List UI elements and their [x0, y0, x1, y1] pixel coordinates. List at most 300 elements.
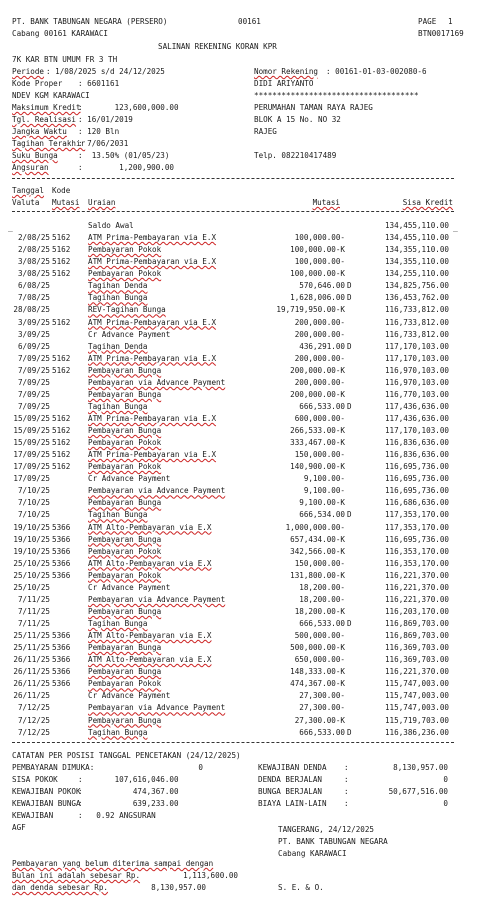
suku-bunga-value: : 13.50% (01/05/23)	[78, 151, 170, 160]
tx-balance: 117,170,103.00	[384, 426, 449, 435]
table-row	[0, 246, 491, 256]
table-row	[0, 644, 491, 654]
tx-desc: Pembayaran Pokok	[88, 269, 162, 279]
tx-balance: 117,436,636.00	[384, 414, 449, 423]
tx-desc: Pembayaran Bunga	[88, 426, 162, 435]
tx-balance: 116,836,636.00	[384, 438, 449, 448]
tx-balance: 116,869,703.00	[384, 631, 449, 640]
table-row	[0, 524, 491, 534]
tx-date: 6/09/25	[17, 341, 50, 351]
tx-balance: 117,353,170.00	[384, 522, 449, 532]
tx-code: 5366	[52, 534, 71, 544]
tx-balance: 116,695,736.00	[384, 462, 449, 472]
tx-amount: 666,533.00	[299, 727, 345, 737]
tx-desc: Pembayaran via Advance Payment	[88, 703, 226, 713]
col-mutasi: Mutasi	[312, 198, 340, 207]
tx-amount: 18,200.00-K	[294, 606, 345, 616]
ndev-line: NDEV KGM KARAWACI	[12, 91, 90, 100]
tx-amount: 27,300.00-K	[294, 715, 345, 725]
table-row	[0, 427, 491, 437]
tx-balance: 115,747,003.00	[384, 703, 449, 713]
tx-desc: ATM Prima-Pembayaran via E.X	[88, 257, 217, 267]
tx-dc: D	[347, 727, 352, 737]
tx-amount: 1,000,000.00-	[285, 522, 345, 532]
table-row	[0, 451, 491, 461]
tx-amount: 333,467.00-K	[290, 438, 345, 448]
tx-amount: 500,000.00-K	[290, 643, 345, 653]
table-row	[0, 704, 491, 714]
tx-desc: Pembayaran Bunga	[88, 365, 162, 375]
table-row	[0, 391, 491, 401]
table-row	[0, 234, 491, 244]
tx-balance: 116,695,736.00	[384, 486, 449, 496]
tx-amount: 100,000.00-K	[290, 245, 345, 255]
tx-date: 19/10/25	[13, 546, 50, 556]
table-row	[0, 632, 491, 642]
signature-mark: S. E. & O.	[278, 883, 324, 892]
tx-amount: 150,000.00-	[294, 450, 345, 460]
tx-amount: 500,000.00-	[294, 631, 345, 640]
table-row	[0, 560, 491, 570]
table-row	[0, 403, 491, 413]
tx-desc: ATM Alto-Pembayaran via E.X	[88, 558, 212, 568]
tx-code: 5366	[52, 679, 71, 689]
kode-proper-value: : 6601161	[78, 79, 120, 88]
tx-balance: 116,970,103.00	[384, 377, 449, 387]
table-row	[0, 270, 491, 280]
suku-bunga-label: Suku Bunga	[12, 151, 58, 160]
biaya-lain-colon: :	[344, 799, 349, 808]
table-row	[0, 608, 491, 618]
tx-desc: Cr Advance Payment	[88, 329, 171, 339]
kew-pokok-value: : 474,367.00	[78, 787, 179, 796]
sisa-pokok-value: : 107,616,046.00	[78, 775, 179, 784]
tx-date: 17/09/25	[13, 462, 50, 472]
tx-amount: 140,900.00-K	[290, 462, 345, 472]
table-row	[0, 584, 491, 594]
table-row	[0, 306, 491, 316]
kewajiban-label: KEWAJIBAN	[12, 811, 54, 820]
rekening-label: Nomor Rekening	[254, 67, 319, 76]
col-uraian: Uraian	[88, 198, 116, 207]
place-date: TANGERANG, 24/12/2025	[278, 825, 375, 834]
tx-desc: Tagihan Bunga	[88, 293, 148, 303]
tx-desc: Pembayaran Bunga	[88, 389, 162, 399]
table-row	[0, 331, 491, 341]
tx-code: 5366	[52, 643, 71, 653]
tx-code: 5162	[52, 462, 71, 472]
bunga-berjalan-label: BUNGA BERJALAN	[258, 787, 323, 796]
kew-bunga-value: : 639,233.00	[78, 799, 179, 808]
tx-code: 5366	[52, 667, 71, 677]
address-line-1: PERUMAHAN TAMAN RAYA RAJEG	[254, 103, 373, 112]
tx-dc: D	[347, 341, 352, 351]
tx-amount: 666,533.00	[299, 401, 345, 411]
tx-desc: ATM Alto-Pembayaran via E.X	[88, 655, 212, 665]
table-row	[0, 729, 491, 739]
tx-desc: ATM Prima-Pembayaran via E.X	[88, 414, 217, 423]
tx-amount: 18,200.00-	[299, 582, 345, 592]
table-row	[0, 475, 491, 485]
separator-top	[12, 178, 454, 179]
tx-desc: Pembayaran Bunga	[88, 498, 162, 508]
tx-desc: Cr Advance Payment	[88, 582, 171, 592]
tx-amount: 570,646.00	[299, 281, 345, 291]
bunga-berjalan-amount: 50,677,516.00	[388, 787, 448, 796]
table-row	[0, 717, 491, 727]
tx-date: 19/10/25	[13, 522, 50, 532]
tx-amount: 600,000.00-	[294, 414, 345, 423]
col-tanggal: Tanggal	[12, 186, 45, 195]
tx-balance: 116,386,236.00	[384, 727, 449, 737]
tx-date: 7/10/25	[17, 486, 50, 496]
footer-branch: Cabang KARAWACI	[278, 849, 347, 858]
tx-desc: Pembayaran via Advance Payment	[88, 594, 226, 604]
tx-date: 25/11/25	[13, 631, 50, 640]
tx-date: 2/08/25	[17, 245, 50, 255]
tx-code: 5366	[52, 655, 71, 665]
tx-desc: ATM Alto-Pembayaran via E.X	[88, 522, 212, 532]
tx-amount: 9,100.00-	[303, 474, 345, 484]
tx-balance: 116,733,812.00	[384, 317, 449, 327]
tx-code: 5366	[52, 570, 71, 580]
table-row	[0, 487, 491, 497]
tx-desc: Tagihan Denda	[88, 341, 148, 351]
tx-date: 26/11/25	[13, 667, 50, 677]
tx-amount: 666,534.00	[299, 510, 345, 520]
tx-balance: 134,255,110.00	[384, 269, 449, 279]
tx-amount: 200,000.00-K	[290, 365, 345, 375]
tx-balance: 116,353,170.00	[384, 558, 449, 568]
kew-pokok-label: KEWAJIBAN POKOK	[12, 787, 81, 796]
tx-balance: 116,221,370.00	[384, 594, 449, 604]
tx-amount: 657,434.00-K	[290, 534, 345, 544]
document-ref: BTN0017169	[418, 29, 464, 38]
periode-label: Periode	[12, 67, 45, 76]
tx-desc: Pembayaran Pokok	[88, 438, 162, 448]
table-row	[0, 222, 491, 232]
tx-date: 3/09/25	[17, 329, 50, 339]
tx-date: 15/09/25	[13, 414, 50, 423]
tx-code: 5162	[52, 438, 71, 448]
tx-balance: 134,455,110.00	[384, 221, 449, 230]
tx-dc: D	[347, 510, 352, 520]
tx-amount: 100,000.00-	[294, 257, 345, 267]
table-row	[0, 596, 491, 606]
angsuran-label: Angsuran	[12, 163, 49, 172]
kew-denda-label: KEWAJIBAN DENDA	[258, 763, 327, 772]
tx-desc: Tagihan Bunga	[88, 510, 148, 520]
tx-desc: Tagihan Bunga	[88, 401, 148, 411]
tx-balance: 115,747,003.00	[384, 679, 449, 689]
tx-amount: 266,533.00-K	[290, 426, 345, 435]
tx-date: 15/09/25	[13, 438, 50, 448]
tx-desc: Pembayaran Bunga	[88, 606, 162, 616]
tx-desc: Tagihan Bunga	[88, 727, 148, 737]
table-row	[0, 439, 491, 449]
tx-code: 5162	[52, 426, 71, 435]
tx-date: 7/08/25	[17, 293, 50, 303]
tx-date: 3/08/25	[17, 269, 50, 279]
tx-date: 15/09/25	[13, 426, 50, 435]
table-row	[0, 258, 491, 268]
tx-desc: Pembayaran Bunga	[88, 715, 162, 725]
tx-balance: 116,733,812.00	[384, 329, 449, 339]
tx-code: 5162	[52, 317, 71, 327]
tx-date: 7/12/25	[17, 727, 50, 737]
table-row	[0, 415, 491, 425]
document-title: SALINAN REKENING KORAN KPR	[158, 42, 277, 51]
table-row	[0, 499, 491, 509]
tx-balance: 115,747,003.00	[384, 691, 449, 701]
tx-dc: D	[347, 293, 352, 303]
tx-date: 7/09/25	[17, 377, 50, 387]
tx-amount: 18,200.00-	[299, 594, 345, 604]
tx-date: 26/11/25	[13, 679, 50, 689]
branch-name: Cabang 00161 KARAWACI	[12, 29, 109, 38]
tx-amount: 474,367.00-K	[290, 679, 345, 689]
kewajiban-value: : 0.92 ANGSURAN	[78, 811, 156, 820]
note-line-3-label: dan denda sebesar Rp.	[12, 883, 109, 892]
tx-amount: 27,300.00-	[299, 691, 345, 701]
tx-date: 7/09/25	[17, 401, 50, 411]
table-row	[0, 536, 491, 546]
tx-desc: Pembayaran Pokok	[88, 546, 162, 556]
page-label: PAGE	[418, 17, 437, 26]
tx-balance: 116,221,370.00	[384, 582, 449, 592]
biaya-lain-amount: 0	[443, 799, 448, 808]
tx-amount: 9,100.00-	[303, 486, 345, 496]
tx-desc: Pembayaran Bunga	[88, 534, 162, 544]
tx-desc: Pembayaran Pokok	[88, 245, 162, 255]
tx-amount: 436,291.00	[299, 341, 345, 351]
table-row	[0, 343, 491, 353]
tx-desc: ATM Prima-Pembayaran via E.X	[88, 353, 217, 363]
maks-kredit-label: Maksimum Kredit	[12, 103, 81, 112]
tx-date: 17/09/25	[13, 450, 50, 460]
col-mutasi-date: Mutasi	[52, 198, 80, 207]
angsuran-value: : 1,200,900.00	[78, 163, 175, 172]
margin-mark-right: _	[453, 223, 458, 232]
tx-balance: 116,770,103.00	[384, 389, 449, 399]
tagihan-terakhir-label: Tagihan Terakhir	[12, 139, 86, 148]
tx-date: 2/08/25	[17, 233, 50, 243]
tx-amount: 148,333.00-K	[290, 667, 345, 677]
address-line-3: RAJEG	[254, 127, 277, 136]
tx-amount: 100,000.00-K	[290, 269, 345, 279]
tx-desc: Pembayaran via Advance Payment	[88, 486, 226, 496]
tx-desc: ATM Prima-Pembayaran via E.X	[88, 233, 217, 243]
jangka-waktu-label: Jangka Waktu	[12, 127, 67, 136]
tx-desc: Cr Advance Payment	[88, 474, 171, 484]
note-line-2-label: Bulan ini adalah sebesar Rp.	[12, 871, 141, 880]
tx-balance: 116,221,370.00	[384, 570, 449, 580]
telp-line: Telp. 082210417489	[254, 151, 337, 160]
tx-date: 25/11/25	[13, 643, 50, 653]
tx-amount: 100,000.00-	[294, 233, 345, 243]
col-valuta: Valuta	[12, 198, 40, 207]
branch-code: 00161	[238, 17, 261, 26]
tx-date: 3/08/25	[17, 257, 50, 267]
tx-desc: Pembayaran Pokok	[88, 462, 162, 472]
table-row	[0, 319, 491, 329]
tx-balance: 117,170,103.00	[384, 353, 449, 363]
tx-date: 7/10/25	[17, 498, 50, 508]
tx-amount: 666,533.00	[299, 619, 345, 628]
table-row	[0, 620, 491, 630]
tx-date: 7/09/25	[17, 353, 50, 363]
bank-name: PT. BANK TABUNGAN NEGARA (PERSERO)	[12, 17, 168, 26]
tx-code: 5162	[52, 414, 71, 423]
tx-amount: 19,719,950.00-K	[276, 305, 345, 315]
tx-balance: 134,825,756.00	[384, 281, 449, 291]
tx-amount: 342,566.00-K	[290, 546, 345, 556]
tx-date: 25/10/25	[13, 570, 50, 580]
tx-balance: 116,970,103.00	[384, 365, 449, 375]
tx-balance: 115,719,703.00	[384, 715, 449, 725]
tx-desc: Cr Advance Payment	[88, 691, 171, 701]
tx-date: 7/09/25	[17, 389, 50, 399]
biaya-lain-label: BIAYA LAIN-LAIN	[258, 799, 327, 808]
tx-desc: ATM Prima-Pembayaran via E.X	[88, 450, 217, 460]
tx-balance: 116,353,170.00	[384, 546, 449, 556]
tx-date: 28/08/25	[13, 305, 50, 315]
maks-kredit-value: : 123,600,000.00	[78, 103, 179, 112]
tx-desc: Tagihan Bunga	[88, 619, 148, 628]
kode-proper-label: Kode Proper	[12, 79, 63, 88]
tx-balance: 116,695,736.00	[384, 474, 449, 484]
tx-amount: 1,628,006.00	[290, 293, 345, 303]
tx-date: 7/09/25	[17, 365, 50, 375]
summary-title: CATATAN PER POSISI TANGGAL PENCETAKAN (24/12/2025)	[12, 751, 241, 760]
tx-date: 7/11/25	[17, 606, 50, 616]
margin-mark-left: _	[8, 223, 13, 232]
tx-code: 5162	[52, 450, 71, 460]
sisa-pokok-label: SISA POKOK	[12, 775, 58, 784]
area-line: 7K KAR BTN UMUM FR 3 TH	[12, 55, 118, 64]
tx-amount: 200,000.00-	[294, 377, 345, 387]
tx-balance: 134,455,110.00	[384, 233, 449, 243]
page-number: 1	[448, 17, 453, 26]
tx-amount: 650,000.00-	[294, 655, 345, 665]
tx-dc: D	[347, 281, 352, 291]
tx-amount: 200,000.00-	[294, 317, 345, 327]
tx-code: 5162	[52, 233, 71, 243]
tx-date: 19/10/25	[13, 534, 50, 544]
tx-code: 5366	[52, 546, 71, 556]
table-row	[0, 463, 491, 473]
separator-columns	[12, 211, 454, 212]
tx-code: 5366	[52, 522, 71, 532]
tx-date: 25/10/25	[13, 558, 50, 568]
tx-amount: 200,000.00-	[294, 329, 345, 339]
tx-date: 26/11/25	[13, 655, 50, 665]
tx-balance: 116,369,703.00	[384, 643, 449, 653]
tx-dc: D	[347, 401, 352, 411]
tx-balance: 136,453,762.00	[384, 293, 449, 303]
table-row	[0, 680, 491, 690]
denda-berjalan-label: DENDA BERJALAN	[258, 775, 323, 784]
tx-balance: 134,355,110.00	[384, 257, 449, 267]
tx-date: 6/08/25	[17, 281, 50, 291]
table-row	[0, 294, 491, 304]
tx-balance: 117,436,636.00	[384, 401, 449, 411]
note-line-2-value: 1,113,600.00	[183, 871, 238, 880]
separator-bottom	[12, 742, 454, 743]
stars-line: ************************************	[254, 91, 419, 100]
tx-date: 7/12/25	[17, 715, 50, 725]
tx-date: 7/11/25	[17, 594, 50, 604]
tx-date: 7/11/25	[17, 619, 50, 628]
table-row	[0, 692, 491, 702]
kew-denda-amount: 8,130,957.00	[393, 763, 448, 772]
tx-balance: 117,353,170.00	[384, 510, 449, 520]
tx-desc: Pembayaran Bunga	[88, 667, 162, 677]
tx-balance: 116,869,703.00	[384, 619, 449, 628]
note-line-1: Pembayaran yang belum diterima sampai dengan	[12, 859, 214, 868]
tx-desc: ATM Alto-Pembayaran via E.X	[88, 631, 212, 640]
tx-code: 5162	[52, 257, 71, 267]
bunga-berjalan-colon: :	[344, 787, 349, 796]
tx-balance: 116,733,812.00	[384, 305, 449, 315]
tx-balance: 116,695,736.00	[384, 534, 449, 544]
tx-date: 25/10/25	[13, 582, 50, 592]
table-row	[0, 548, 491, 558]
jangka-waktu-value: : 120 Bln	[78, 127, 120, 136]
tx-desc: Pembayaran Bunga	[88, 643, 162, 653]
dimuka-value: 0	[198, 763, 203, 772]
tx-date: 3/09/25	[17, 317, 50, 327]
tx-amount: 200,000.00-K	[290, 389, 345, 399]
kew-bunga-label: KEWAJIBAN BUNGA	[12, 799, 81, 808]
tx-balance: 116,836,636.00	[384, 450, 449, 460]
note-line-3-value: 8,130,957.00	[151, 883, 206, 892]
realisasi-label: Tgl. Realisasi	[12, 115, 77, 124]
tx-desc: Tagihan Denda	[88, 281, 148, 291]
address-line-2: BLOK A 15 No. NO 32	[254, 115, 341, 124]
table-row	[0, 668, 491, 678]
tx-balance: 116,686,636.00	[384, 498, 449, 508]
tx-date: 17/09/25	[13, 474, 50, 484]
tx-desc: REV-Tagihan Bunga	[88, 305, 166, 315]
tx-desc: Pembayaran via Advance Payment	[88, 377, 226, 387]
tx-amount: 27,300.00-	[299, 703, 345, 713]
col-kode: Kode	[52, 186, 71, 195]
tx-date: 7/12/25	[17, 703, 50, 713]
tx-balance: 117,170,103.00	[384, 341, 449, 351]
tx-date: 26/11/25	[13, 691, 50, 701]
tx-amount: 9,100.00-K	[299, 498, 345, 508]
customer-name: DIDI ARIYANTO	[254, 79, 314, 88]
tx-amount: 150,000.00-	[294, 558, 345, 568]
table-row	[0, 511, 491, 521]
kew-denda-colon: :	[344, 763, 349, 772]
tx-dc: D	[347, 619, 352, 628]
periode-value: : 1/08/2025 s/d 24/12/2025	[46, 67, 165, 76]
tx-code: 5162	[52, 365, 71, 375]
tx-balance: 116,203,170.00	[384, 606, 449, 616]
denda-berjalan-colon: :	[344, 775, 349, 784]
tx-amount: 131,800.00-K	[290, 570, 345, 580]
tx-balance: 134,355,110.00	[384, 245, 449, 255]
rekening-value: : 00161-01-03-002080-6	[326, 67, 427, 76]
table-row	[0, 367, 491, 377]
table-row	[0, 572, 491, 582]
table-row	[0, 656, 491, 666]
tx-code: 5366	[52, 631, 71, 640]
tagihan-terakhir-value: : 7/06/2031	[78, 139, 129, 148]
tx-desc: Pembayaran Pokok	[88, 679, 162, 689]
